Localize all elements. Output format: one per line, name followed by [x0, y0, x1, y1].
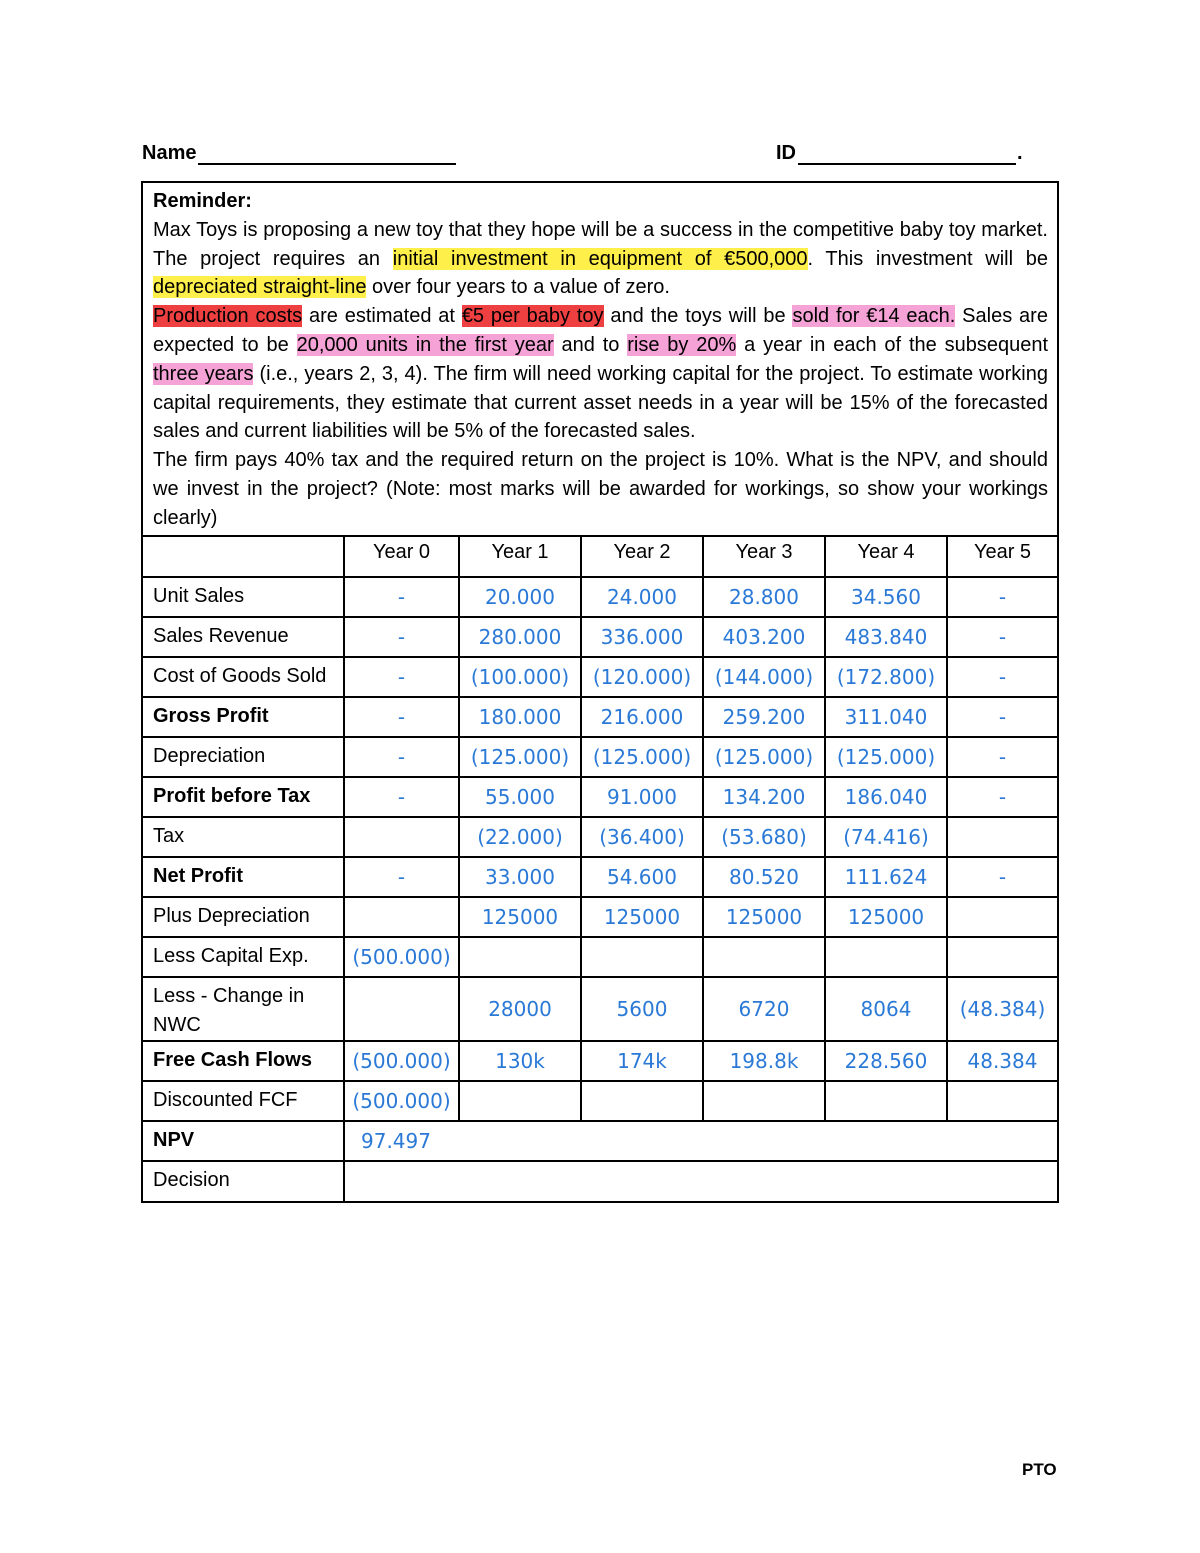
table-cell[interactable]: 125000 [825, 897, 947, 937]
table-cell[interactable]: - [344, 737, 459, 777]
table-cell[interactable]: 198.8k [703, 1041, 825, 1081]
id-label: ID [776, 142, 796, 164]
row-label: Profit before Tax [143, 777, 344, 817]
table-cell[interactable]: (144.000) [703, 657, 825, 697]
row-label: Free Cash Flows [143, 1041, 344, 1081]
col-year-2: Year 2 [581, 537, 703, 577]
row-label: Gross Profit [143, 697, 344, 737]
table-cell[interactable] [459, 937, 581, 977]
reminder-paragraph-1 [153, 216, 1048, 302]
table-cell[interactable]: (125.000) [825, 737, 947, 777]
table-cell[interactable]: 186.040 [825, 777, 947, 817]
table-cell[interactable]: (120.000) [581, 657, 703, 697]
worksheet [141, 181, 1059, 1203]
reminder-text: and the toys will be [603, 305, 793, 328]
row-label: Plus Depreciation [143, 897, 344, 937]
table-cell[interactable]: - [344, 577, 459, 617]
table-cell[interactable]: - [344, 657, 459, 697]
row-label: Discounted FCF [143, 1081, 344, 1121]
highlight-three-years: three years [153, 362, 254, 385]
highlight-unit-cost: €5 per baby toy [461, 305, 604, 328]
table-row [143, 657, 1057, 697]
table-cell[interactable] [703, 937, 825, 977]
pto-note: PTO [1022, 1460, 1057, 1479]
table-row [143, 817, 1057, 857]
table-cell[interactable]: 111.624 [825, 857, 947, 897]
highlight-price: sold for €14 each. [792, 305, 956, 328]
table-row [143, 697, 1057, 737]
table-cell[interactable]: - [947, 577, 1057, 617]
table-cell[interactable]: - [344, 697, 459, 737]
table-cell[interactable]: 180.000 [459, 697, 581, 737]
table-cell[interactable]: - [344, 857, 459, 897]
decision-label: Decision [143, 1161, 344, 1201]
table-cell[interactable] [581, 1081, 703, 1121]
col-year-4: Year 4 [825, 537, 947, 577]
table-cell[interactable]: 336.000 [581, 617, 703, 657]
reminder-text: . This investment will be [807, 247, 1048, 270]
table-cell[interactable]: 483.840 [825, 617, 947, 657]
table-cell[interactable]: 5600 [581, 977, 703, 1041]
reminder-text: over four years to a value of zero. [366, 276, 670, 299]
row-label: Net Profit [143, 857, 344, 897]
decision-row [143, 1161, 1057, 1201]
name-field[interactable] [142, 142, 456, 165]
table-cell[interactable]: (48.384) [947, 977, 1057, 1041]
table-cell[interactable]: 216.000 [581, 697, 703, 737]
table-cell[interactable]: 174k [581, 1041, 703, 1081]
table-cell[interactable] [947, 897, 1057, 937]
npv-label: NPV [143, 1121, 344, 1161]
table-cell[interactable] [344, 817, 459, 857]
table-cell[interactable]: 28.800 [703, 577, 825, 617]
reminder-title: Reminder: [153, 190, 252, 212]
table-cell[interactable]: 280.000 [459, 617, 581, 657]
table-cell[interactable]: - [947, 737, 1057, 777]
col-year-3: Year 3 [703, 537, 825, 577]
table-cell[interactable]: 130k [459, 1041, 581, 1081]
row-label: Cost of Goods Sold [143, 657, 344, 697]
table-cell[interactable]: 228.560 [825, 1041, 947, 1081]
cash-flow-table [143, 537, 1057, 1201]
table-row [143, 857, 1057, 897]
table-cell[interactable] [459, 1081, 581, 1121]
table-cell[interactable]: 91.000 [581, 777, 703, 817]
table-cell[interactable] [703, 1081, 825, 1121]
table-row [143, 1081, 1057, 1121]
table-cell[interactable]: 24.000 [581, 577, 703, 617]
table-cell[interactable]: 403.200 [703, 617, 825, 657]
table-cell[interactable] [825, 1081, 947, 1121]
table-cell[interactable]: 34.560 [825, 577, 947, 617]
table-cell[interactable] [947, 817, 1057, 857]
table-cell[interactable]: 33.000 [459, 857, 581, 897]
id-blank[interactable] [798, 143, 1016, 165]
table-row [143, 897, 1057, 937]
table-cell[interactable]: 20.000 [459, 577, 581, 617]
header-corner [143, 537, 344, 577]
table-cell[interactable]: (500.000) [344, 937, 459, 977]
name-label: Name [142, 142, 197, 164]
name-blank[interactable] [198, 143, 456, 165]
highlight-production-costs: Production costs [153, 305, 303, 328]
table-cell[interactable]: (53.680) [703, 817, 825, 857]
col-year-0: Year 0 [344, 537, 459, 577]
table-cell[interactable]: - [947, 697, 1057, 737]
table-cell[interactable]: 28000 [459, 977, 581, 1041]
table-cell[interactable]: 54.600 [581, 857, 703, 897]
reminder-text: are estimated at [302, 305, 462, 328]
table-cell[interactable]: 311.040 [825, 697, 947, 737]
reminder-paragraph-2 [153, 302, 1048, 446]
table-cell[interactable]: (125.000) [703, 737, 825, 777]
table-row [143, 1041, 1057, 1081]
table-cell[interactable]: (500.000) [344, 1041, 459, 1081]
table-row [143, 777, 1057, 817]
reminder-text: and to [553, 333, 628, 356]
table-cell[interactable]: (172.800) [825, 657, 947, 697]
highlight-first-year-units: 20,000 units in the first year [296, 333, 554, 356]
table-cell[interactable]: (125.000) [459, 737, 581, 777]
highlight-growth: rise by 20% [627, 333, 737, 356]
reminder-text: (i.e., years 2, 3, 4). The firm will need working capital for the project. To estimate working capital requirements, they estimate that current asset needs in a year will be 15% of the forecasted sales and current liabilities will be 5% of the forecasted sales. [153, 362, 1048, 443]
highlight-depreciation: depreciated straight-line [153, 276, 367, 299]
table-cell[interactable]: - [344, 777, 459, 817]
table-cell[interactable]: 134.200 [703, 777, 825, 817]
row-label: Less - Change in NWC [143, 977, 344, 1041]
table-cell[interactable] [947, 937, 1057, 977]
decision-value[interactable] [344, 1161, 1057, 1201]
table-cell[interactable] [344, 977, 459, 1041]
table-cell[interactable]: - [344, 617, 459, 657]
id-field[interactable] [776, 142, 1023, 165]
id-end: . [1017, 142, 1023, 164]
col-year-5: Year 5 [947, 537, 1057, 577]
table-cell[interactable] [581, 937, 703, 977]
table-row [143, 737, 1057, 777]
table-cell[interactable]: - [947, 657, 1057, 697]
table-cell[interactable]: 259.200 [703, 697, 825, 737]
reminder-text: a year in each of the subsequent [736, 333, 1048, 356]
table-cell[interactable]: 48.384 [947, 1041, 1057, 1081]
row-label: Sales Revenue [143, 617, 344, 657]
table-cell[interactable]: (100.000) [459, 657, 581, 697]
table-cell[interactable]: (22.000) [459, 817, 581, 857]
table-cell[interactable]: 80.520 [703, 857, 825, 897]
table-cell[interactable]: - [947, 857, 1057, 897]
table-cell[interactable]: (125.000) [581, 737, 703, 777]
npv-row [143, 1121, 1057, 1161]
reminder-text: Max Toys is proposing a new toy that they hope will be a success in the competitive baby toy market. The project requires an [153, 218, 1048, 270]
row-label: Depreciation [143, 737, 344, 777]
highlight-initial-investment: initial investment in equipment of €500,000 [392, 247, 808, 270]
table-row [143, 977, 1057, 1041]
table-cell[interactable]: 125000 [581, 897, 703, 937]
reminder-text: Sales are expected to be [153, 305, 1048, 356]
row-label: Less Capital Exp. [143, 937, 344, 977]
table-cell[interactable]: - [947, 777, 1057, 817]
header-row [143, 537, 1057, 577]
table-cell[interactable]: 6720 [703, 977, 825, 1041]
table-cell[interactable]: 125000 [703, 897, 825, 937]
table-row [143, 937, 1057, 977]
col-year-1: Year 1 [459, 537, 581, 577]
table-cell[interactable]: - [947, 617, 1057, 657]
table-cell[interactable]: 8064 [825, 977, 947, 1041]
table-cell[interactable]: (36.400) [581, 817, 703, 857]
table-cell[interactable]: 125000 [459, 897, 581, 937]
table-cell[interactable] [947, 1081, 1057, 1121]
table-cell[interactable]: (74.416) [825, 817, 947, 857]
table-cell[interactable]: (500.000) [344, 1081, 459, 1121]
npv-value[interactable]: 97.497 [344, 1121, 1057, 1161]
table-cell[interactable]: 55.000 [459, 777, 581, 817]
table-row [143, 577, 1057, 617]
table-cell[interactable] [825, 937, 947, 977]
table-row [143, 617, 1057, 657]
row-label: Unit Sales [143, 577, 344, 617]
reminder-paragraph-3: The firm pays 40% tax and the required return on the project is 10%. What is the NPV, and should we invest in the project? (Note: most marks will be awarded for workings, so show your workings clearly) [153, 449, 1048, 529]
reminder-box [143, 183, 1057, 537]
row-label: Tax [143, 817, 344, 857]
table-cell[interactable] [344, 897, 459, 937]
